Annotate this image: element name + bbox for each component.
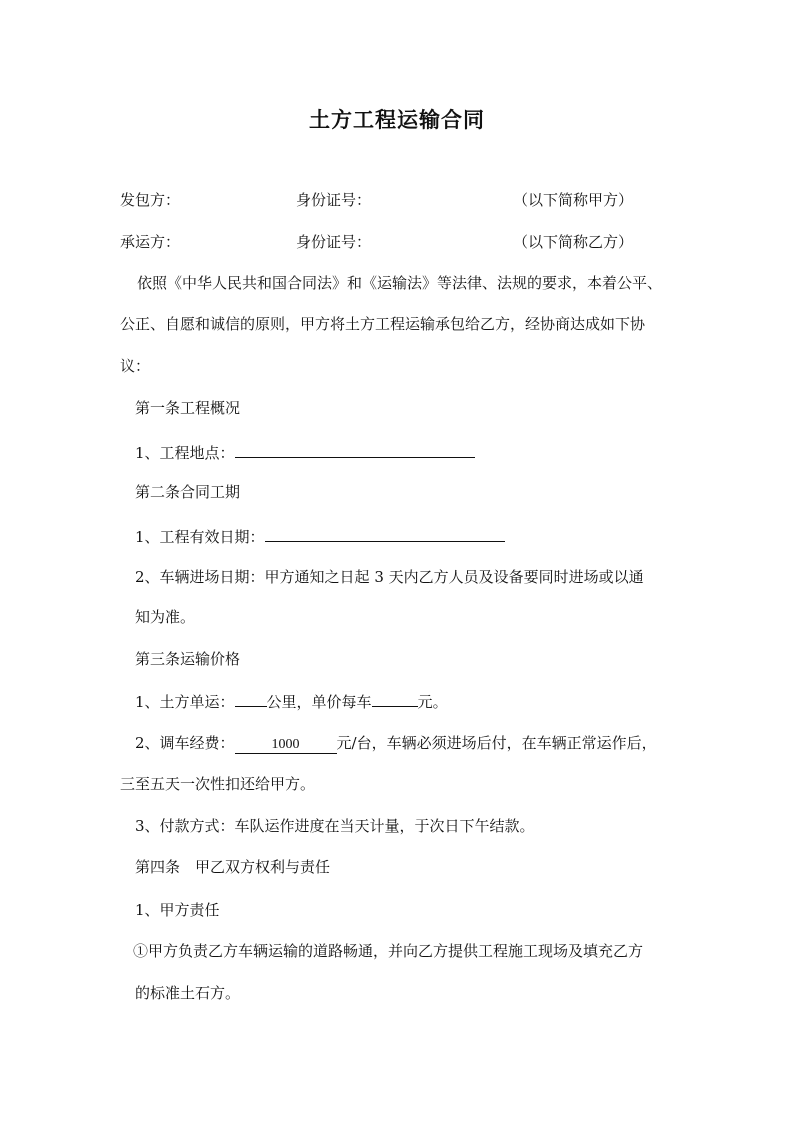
article-2-heading: 第二条合同工期 [135, 483, 241, 501]
valid-date-label: 1、工程有效日期： [135, 528, 265, 546]
article-3-heading: 第三条运输价格 [135, 650, 241, 668]
dispatch-fee-suffix: 元/台，车辆必须进场后付，在车辆正常运作后， [336, 734, 657, 752]
unit-price-label: 公里，单价每车 [266, 693, 372, 711]
intro-line-3: 议： [120, 357, 151, 375]
article-3-item-2 [135, 733, 657, 754]
intro-line-1: 依照《中华人民共和国合同法》和《运输法》等法律、法规的要求，本着公平、 [137, 274, 663, 292]
document-title: 土方工程运输合同 [309, 108, 485, 132]
dispatch-fee-label: 2、调车经费： [135, 734, 235, 752]
carrier-id-label: 身份证号： [296, 233, 372, 251]
carrier-label: 承运方： [120, 233, 181, 251]
employer-label: 发包方： [120, 191, 181, 209]
unit-price-blank [372, 690, 418, 707]
article-3-item-1 [135, 690, 448, 712]
article-2-item-2-line-2: 知为准。 [135, 608, 196, 626]
intro-line-2: 公正、自愿和诚信的原则，甲方将土方工程运输承包给乙方，经协商达成如下协 [120, 315, 646, 333]
employer-alias: （以下简称甲方） [513, 191, 634, 209]
article-1-item-1 [135, 441, 475, 463]
article-3-item-2-line-2: 三至五天一次性扣还给甲方。 [120, 775, 316, 793]
carrier-alias: （以下简称乙方） [513, 233, 634, 251]
yuan-suffix: 元。 [417, 693, 448, 711]
article-2-item-2-line-1: 2、车辆进场日期：甲方通知之日起 3 天内乙方人员及设备要同时进场或以通 [135, 568, 644, 586]
article-2-item-1 [135, 525, 505, 547]
dispatch-fee-value: 1000 [235, 737, 337, 754]
article-4-heading: 第四条 甲乙双方权利与责任 [135, 858, 331, 876]
project-location-blank [235, 441, 475, 458]
article-4-clause-1-line-1: ①甲方负责乙方车辆运输的道路畅通，并向乙方提供工程施工现场及填充乙方 [133, 942, 644, 960]
valid-date-blank [265, 525, 505, 542]
article-4-item-1: 1、甲方责任 [135, 901, 220, 919]
distance-blank [235, 690, 267, 707]
single-trip-label: 1、土方单运： [135, 693, 235, 711]
employer-id-label: 身份证号： [296, 191, 372, 209]
article-4-clause-1-line-2: 的标准土石方。 [135, 984, 241, 1002]
project-location-label: 1、工程地点： [135, 444, 235, 462]
article-1-heading: 第一条工程概况 [135, 399, 241, 417]
article-3-item-3: 3、付款方式：车队运作进度在当天计量，于次日下午结款。 [135, 817, 535, 835]
